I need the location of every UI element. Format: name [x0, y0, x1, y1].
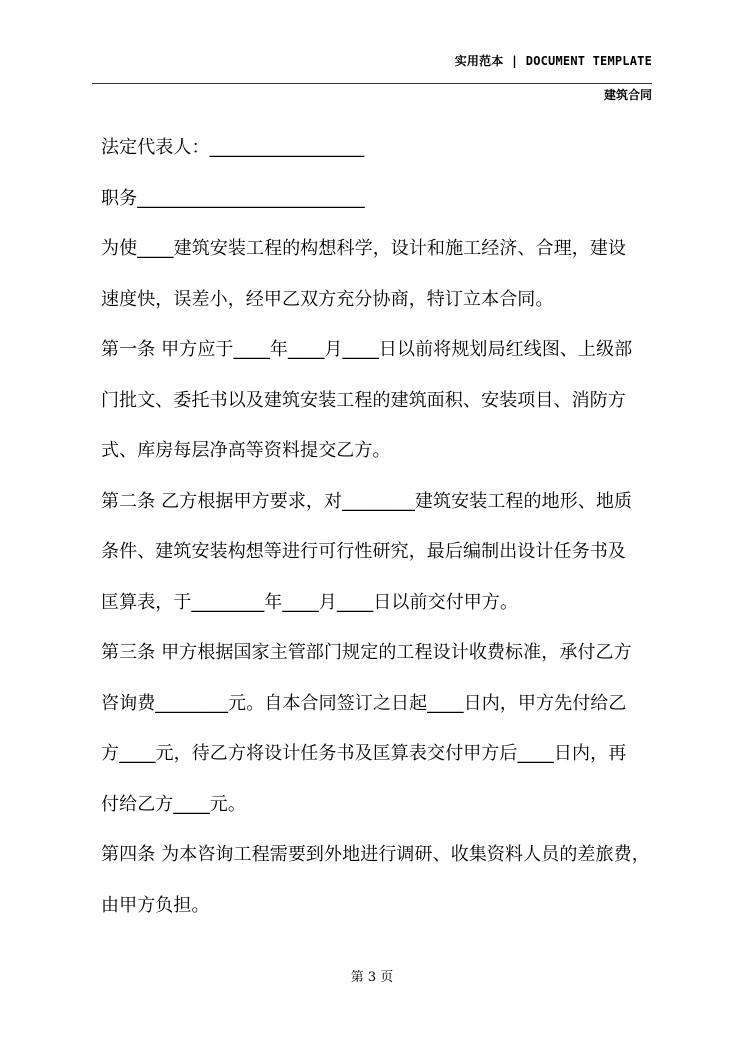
body-line: 条件、建筑安装构想等进行可行性研究，最后编制出设计任务书及 — [101, 541, 626, 562]
page-number: 第 3 页 — [350, 970, 394, 985]
header-subtitle: 建筑合同 — [603, 88, 652, 102]
body-line: 第二条 乙方根据甲方要求，对________建筑安装工程的地形、地质 — [101, 490, 633, 512]
body-line: 咨询费________元。自本合同签订之日起____日内，甲方先付给乙 — [101, 692, 627, 714]
header-divider — [92, 83, 652, 84]
body-line: 为使____建筑安装工程的构想科学，设计和施工经济、合理，建设 — [101, 238, 627, 259]
body-line: 职务_________________________ — [101, 187, 365, 209]
body-line: 方____元，待乙方将设计任务书及匡算表交付甲方后____日内，再 — [101, 743, 627, 764]
body-line: 由甲方负担。 — [101, 894, 210, 916]
body-line: 匡算表，于________年____月____日以前交付甲方。 — [101, 591, 519, 613]
body-line: 式、库房每层净高等资料提交乙方。 — [101, 440, 391, 461]
body-line: 第一条 甲方应于____年____月____日以前将规划局红线图、上级部 — [101, 339, 633, 360]
body-line: 速度快，误差小，经甲乙双方充分协商，特订立本合同。 — [101, 288, 554, 310]
body-line: 付给乙方____元。 — [101, 793, 246, 815]
body-line: 第四条 为本咨询工程需要到外地进行调研、收集资料人员的差旅费， — [101, 844, 650, 865]
body-line: 门批文、委托书以及建筑安装工程的建筑面积、安装项目、消防方 — [101, 389, 626, 411]
document-body — [101, 138, 661, 946]
header-title: 实用范本 | DOCUMENT TEMPLATE — [454, 54, 652, 68]
body-line: 第三条 甲方根据国家主管部门规定的工程设计收费标准，承付乙方 — [101, 642, 632, 663]
body-line: 法定代表人：_________________ — [101, 137, 365, 158]
